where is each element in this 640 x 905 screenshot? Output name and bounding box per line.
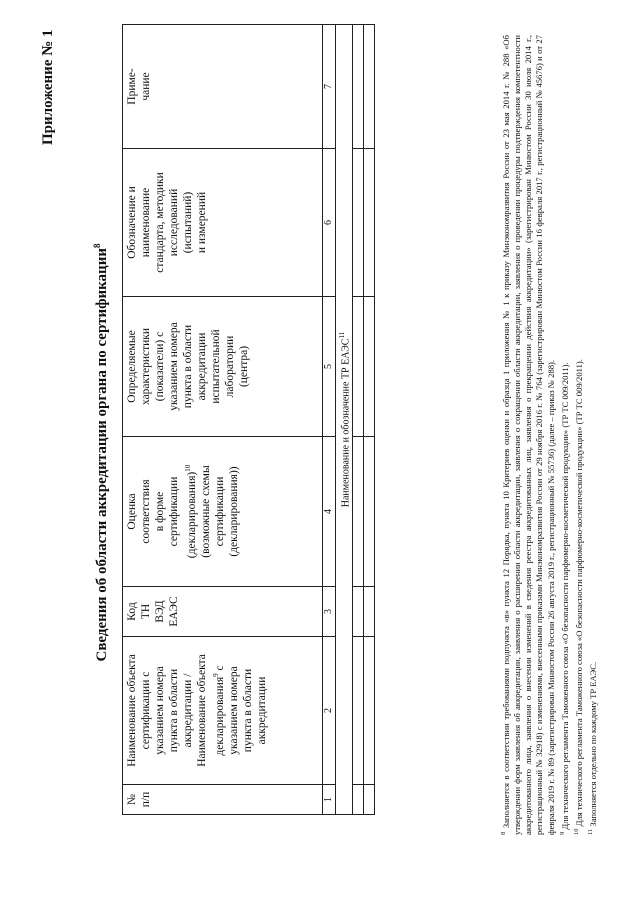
footnotes [498, 35, 599, 835]
column-number: 4 [323, 437, 336, 587]
column-number: 6 [323, 149, 336, 297]
merged-regulation-cell: Наименование и обозначение ТР ЕАЭС$^{11}$ [336, 25, 353, 815]
empty-cell [364, 149, 375, 297]
column-number-row [323, 25, 336, 815]
empty-cell [364, 587, 375, 637]
empty-cell [364, 437, 375, 587]
empty-cell [353, 149, 364, 297]
header-cell-number: № п/п [123, 785, 323, 815]
column-number: 5 [323, 297, 336, 437]
empty-cell [353, 785, 364, 815]
empty-cell [364, 297, 375, 437]
header-cell-object: Наименование объекта сертификации с указанием номера пункта в области аккредитации / Наименование объекта декларирования$^9$ с указанием номера пункта в области аккредитации [123, 637, 323, 785]
empty-cell [353, 437, 364, 587]
regulation-row [336, 25, 353, 815]
header-cell-standard: Обозначение и наименование стандарта, методики исследований (испытаний) и измерений [123, 149, 323, 297]
footnote-9: $^9$ Для технического регламента Таможенного союза «О безопасности парфюмерно-косметической продукции» (ТР ТС 009/2011). [558, 362, 570, 835]
header-cell-code: Код ТН ВЭД ЕАЭС [123, 587, 323, 637]
title-footnote-mark: 8 [92, 243, 102, 248]
document-title [92, 0, 111, 905]
column-number: 2 [323, 637, 336, 785]
title-text: Сведения об области аккредитации органа по сертификации [94, 248, 110, 662]
empty-cell [353, 297, 364, 437]
header-cell-note: Приме- чание [123, 25, 323, 149]
empty-cell [353, 637, 364, 785]
footnote-11: $^{11}$ Заполняется отдельно по каждому ТР ЕАЭС. [587, 661, 598, 835]
column-number: 1 [323, 785, 336, 815]
column-number: 7 [323, 25, 336, 149]
footnote-8: $^8$ Заполняется в соответствии требованиями подпункта «в» пункта 12 Порядка, пункта 10 Критериев оценки и образца 1 приложения № 1 к приказу Минэкономразвития России от 23 мая 2014 г. № 288 «Об утверждении форм заявления об аккредитации, заявления о расширении области аккредитации, заявления о сокращении области аккредитации, заявления о проведении процедуры подтверждения компетентности аккредитованного лица, заявления о внесении изменений в сведения реестра аккредитованных лиц, заявления о прекращении действия аккредитации» (зарегистрирован Минюстом России 30 июля 2014 г., регистрационный № 32918) с изменениями, внесенными приказами Минэкономразвития России от 29 ноября 2016 г. № 764 (зарегистрирован Минюстом России 16 февраля 2017 г., регистрационный № 45676) и от 27 февраля 2019 г. № 89 (зарегистрирован Минюстом России 26 августа 2019 г., регистрационный № 55736) (далее – приказ № 288). [500, 35, 556, 835]
header-cell-assessment: Оценка соответствия в форме сертификации (декларирования)$^{10}$ (возможные схемы сертификации (декларирования)) [123, 437, 323, 587]
header-cell-characteristics: Определяемые характеристики (показатели) с указанием номера пункта в области аккредитации испытательной лаборатории (центра) [123, 297, 323, 437]
accreditation-scope-table [122, 24, 375, 815]
empty-cell [364, 25, 375, 149]
empty-cell [353, 587, 364, 637]
column-number: 3 [323, 587, 336, 637]
empty-row [353, 25, 364, 815]
appendix-label: Приложение № 1 [40, 29, 56, 145]
header-row [123, 25, 323, 815]
footnote-10: $^{10}$ Для технического регламента Таможенного союза «О безопасности парфюмерно-косметической продукции» (ТР ТС 009/2011). [572, 359, 584, 835]
empty-row [364, 25, 375, 815]
empty-cell [364, 637, 375, 785]
empty-cell [364, 785, 375, 815]
empty-cell [353, 25, 364, 149]
